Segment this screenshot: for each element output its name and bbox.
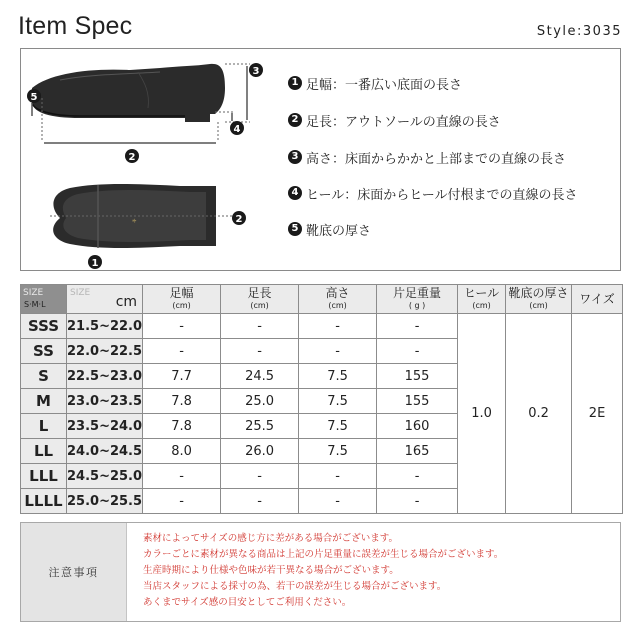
header-heel: ヒール (cm) — [458, 285, 506, 314]
marker-2-sole — [232, 211, 246, 225]
table-header-row — [21, 285, 623, 314]
height-cell: - — [299, 314, 377, 339]
number-1-badge: 1 — [288, 76, 302, 90]
length-cell: - — [221, 339, 299, 364]
legend-item-3 — [288, 147, 566, 167]
width-cell: 7.8 — [143, 414, 221, 439]
header-sole: 靴底の厚さ (cm) — [506, 285, 572, 314]
weight-cell: - — [377, 464, 458, 489]
corner2-unit-label: cm — [115, 294, 138, 310]
height-cell: 7.5 — [299, 414, 377, 439]
weight-cell: - — [377, 339, 458, 364]
length-cell: - — [221, 464, 299, 489]
wise-cell: 2E — [572, 314, 623, 514]
note-line: 当店スタッフによる採寸の為、若干の誤差が生じる場合がございます。 — [143, 581, 447, 592]
height-cell: 7.5 — [299, 364, 377, 389]
style-code: Style:3035 — [536, 24, 622, 39]
notes-label: 注意事項 — [21, 523, 126, 621]
width-cell: - — [143, 489, 221, 514]
legend-text: ヒール：床面からヒール付根までの直線の長さ — [306, 187, 578, 203]
height-cell: 7.5 — [299, 389, 377, 414]
table-row — [21, 314, 623, 339]
heel-cell: 1.0 — [458, 314, 506, 514]
legend-item-2 — [288, 110, 501, 130]
range-cell: 24.5~25.0 — [67, 464, 143, 489]
weight-cell: - — [377, 314, 458, 339]
width-cell: - — [143, 339, 221, 364]
shoe-side-view-image — [32, 64, 225, 122]
size-cell: M — [21, 389, 67, 414]
header-height: 高さ (cm) — [299, 285, 377, 314]
header-wise: ワイズ — [572, 285, 623, 314]
corner2-size-label: SIZE — [70, 288, 91, 298]
height-cell: - — [299, 339, 377, 364]
corner-sml-label: S·M·L — [24, 300, 46, 309]
length-cell: 25.0 — [221, 389, 299, 414]
size-corner-header — [21, 285, 67, 314]
svg-text:1: 1 — [91, 258, 99, 269]
width-cell: 8.0 — [143, 439, 221, 464]
width-cell: - — [143, 314, 221, 339]
weight-cell: - — [377, 489, 458, 514]
legend-item-5 — [288, 219, 371, 239]
range-cell: 21.5~22.0 — [67, 314, 143, 339]
size-cell: LL — [21, 439, 67, 464]
svg-text:5: 5 — [30, 92, 38, 103]
length-cell: 24.5 — [221, 364, 299, 389]
size-spec-table — [20, 284, 623, 514]
svg-text:4: 4 — [233, 124, 241, 135]
shoe-diagram — [20, 48, 280, 271]
legend-text: 足幅：一番広い底面の長さ — [306, 77, 463, 93]
size-cell: SS — [21, 339, 67, 364]
marker-1 — [88, 255, 102, 269]
range-cell: 25.0~25.5 — [67, 489, 143, 514]
marker-3 — [249, 63, 263, 77]
weight-cell: 155 — [377, 389, 458, 414]
height-cell: - — [299, 464, 377, 489]
marker-5 — [27, 89, 41, 103]
width-cell: - — [143, 464, 221, 489]
legend-text: 靴底の厚さ — [306, 223, 372, 239]
number-2-badge: 2 — [288, 113, 302, 127]
width-cell: 7.7 — [143, 364, 221, 389]
length-cell: - — [221, 489, 299, 514]
weight-cell: 155 — [377, 364, 458, 389]
range-cell: 23.0~23.5 — [67, 389, 143, 414]
note-line: あくまでサイズ感の目安としてご利用ください。 — [143, 597, 352, 608]
svg-text:⚜: ⚜ — [130, 218, 137, 224]
size-cell: LLL — [21, 464, 67, 489]
length-cell: 25.5 — [221, 414, 299, 439]
page-title: Item Spec — [18, 12, 133, 40]
size-cell: S — [21, 364, 67, 389]
header-width: 足幅 (cm) — [143, 285, 221, 314]
svg-text:2: 2 — [128, 152, 136, 163]
size-cm-header — [67, 285, 143, 314]
width-cell: 7.8 — [143, 389, 221, 414]
length-cell: - — [221, 314, 299, 339]
range-cell: 24.0~24.5 — [67, 439, 143, 464]
size-cell: LLLL — [21, 489, 67, 514]
corner-size-label: SIZE — [23, 288, 44, 298]
weight-cell: 165 — [377, 439, 458, 464]
number-3-badge: 3 — [288, 150, 302, 164]
note-line: 生産時期により仕様や色味が若干異なる場合がございます。 — [143, 565, 399, 576]
range-cell: 23.5~24.0 — [67, 414, 143, 439]
legend-item-4 — [288, 183, 577, 203]
size-cell: SSS — [21, 314, 67, 339]
legend-text: 高さ：床面からかかと上部までの直線の長さ — [306, 151, 567, 167]
note-line: カラーごとに素材が異なる商品は上記の片足重量に誤差が生じる場合がございます。 — [143, 549, 504, 560]
range-cell: 22.5~23.0 — [67, 364, 143, 389]
legend-text: 足長：アウトソールの直線の長さ — [306, 114, 501, 130]
notes-body — [126, 523, 620, 621]
note-line: 素材によってサイズの感じ方に差がある場合がございます。 — [143, 533, 398, 544]
size-cell: L — [21, 414, 67, 439]
marker-4 — [230, 121, 244, 135]
header-weight: 片足重量 ( g ) — [377, 285, 458, 314]
sole-cell: 0.2 — [506, 314, 572, 514]
weight-cell: 160 — [377, 414, 458, 439]
marker-2-side — [125, 149, 139, 163]
svg-text:2: 2 — [235, 214, 243, 225]
length-cell: 26.0 — [221, 439, 299, 464]
height-cell: 7.5 — [299, 439, 377, 464]
number-4-badge: 4 — [288, 186, 302, 200]
header-length: 足長 (cm) — [221, 285, 299, 314]
svg-text:3: 3 — [252, 66, 260, 77]
number-5-badge: 5 — [288, 222, 302, 236]
height-cell: - — [299, 489, 377, 514]
range-cell: 22.0~22.5 — [67, 339, 143, 364]
legend-item-1 — [288, 73, 462, 93]
notes-box — [20, 522, 621, 622]
